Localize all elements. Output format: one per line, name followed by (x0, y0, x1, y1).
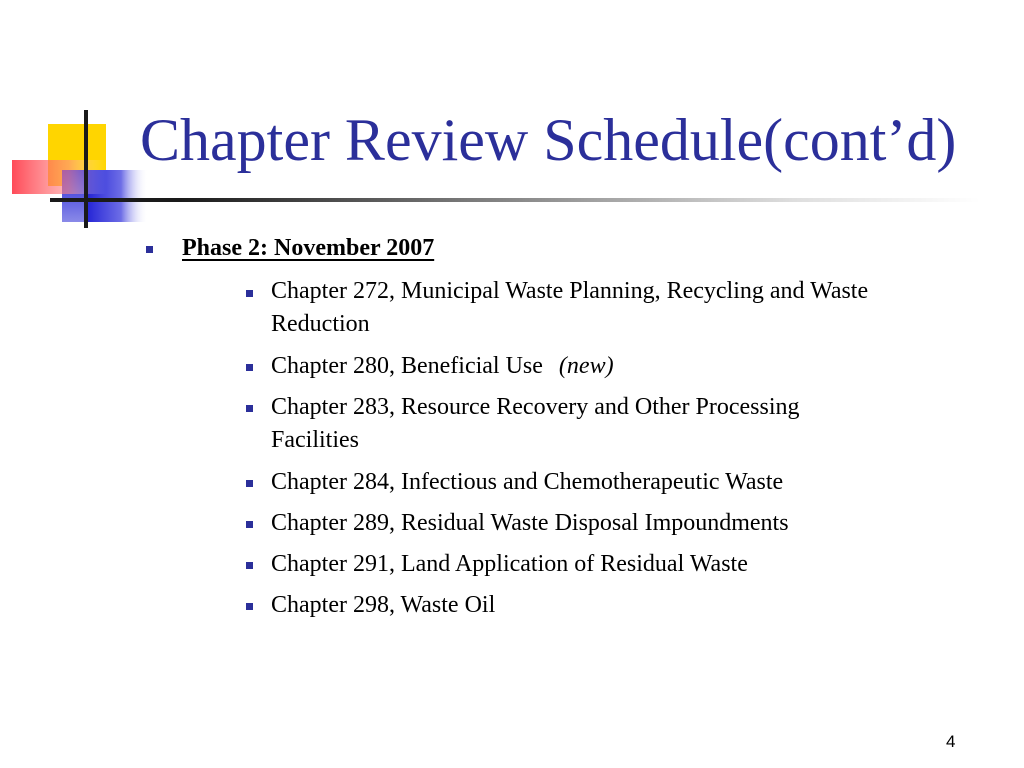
sub-bullet-marker (246, 480, 253, 487)
page-number: 4 (946, 732, 956, 751)
list-item (271, 350, 614, 383)
phase-heading: Phase 2: November 2007 (182, 235, 435, 261)
list-item (271, 507, 789, 540)
sub-bullet-marker (246, 521, 253, 528)
list-item-text: Chapter 291, Land Application of Residual Waste (271, 551, 748, 577)
title-divider (50, 198, 980, 202)
list-item-text: Chapter 280, Beneficial Use (271, 353, 543, 379)
sub-bullet-marker (246, 603, 253, 610)
list-item-text: Chapter 272, Municipal Waste Planning, Recycling and Waste (271, 278, 869, 304)
list-item-text: Chapter 283, Resource Recovery and Other Processing (271, 394, 800, 420)
sub-bullet-marker (246, 562, 253, 569)
sub-bullet-marker (246, 364, 253, 371)
list-item-text-cont: Reduction (271, 311, 370, 337)
list-item (271, 589, 495, 622)
list-item (271, 391, 800, 457)
list-item (271, 548, 748, 581)
slide-title: Chapter Review Schedule(cont’d) (140, 107, 957, 173)
list-item (271, 466, 783, 499)
list-item-text: Chapter 284, Infectious and Chemotherapeutic Waste (271, 469, 784, 495)
list-item-text: Chapter 289, Residual Waste Disposal Impoundments (271, 510, 789, 536)
deco-red-bar (12, 160, 106, 194)
bullet-marker (146, 246, 153, 253)
list-item-note: (new) (558, 353, 614, 379)
deco-vertical-line (84, 110, 88, 228)
list-item-text: Chapter 298, Waste Oil (271, 592, 496, 618)
list-item (271, 275, 868, 341)
sub-bullet-marker (246, 290, 253, 297)
list-item-text-cont: Facilities (271, 427, 359, 453)
sub-bullet-marker (246, 405, 253, 412)
